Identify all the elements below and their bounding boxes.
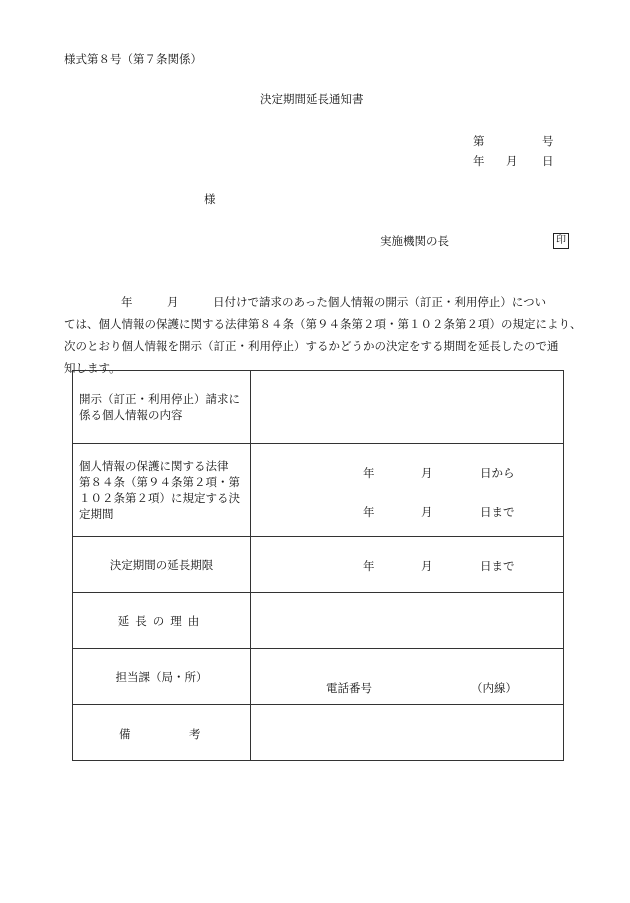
remarks-label — [73, 705, 251, 761]
table-row — [73, 593, 564, 649]
form-number: 様式第８号（第７条関係） — [64, 52, 202, 66]
from-month: 月 — [421, 466, 433, 480]
label-line: 開示（訂正・利用停止）請求に — [79, 392, 240, 406]
from-year: 年 — [363, 466, 375, 480]
document-title: 決定期間延長通知書 — [260, 92, 364, 106]
notice-body — [64, 291, 582, 379]
content-value-cell — [251, 371, 564, 444]
body-line-1: 年 月 日付けで請求のあった個人情報の開示（訂正・利用停止）につい — [121, 295, 547, 309]
label-line: 定期間 — [79, 507, 114, 521]
extension-label: （内線） — [471, 681, 517, 695]
label-line: １０２条第２項）に規定する決 — [79, 491, 240, 505]
extension-deadline-label: 決定期間の延長期限 — [73, 537, 251, 593]
from-day: 日から — [480, 466, 515, 480]
number-prefix: 第 — [473, 134, 485, 148]
date-day-label: 日 — [542, 154, 554, 168]
department-label: 担当課（局・所） — [73, 649, 251, 705]
issuer-label: 実施機関の長 — [380, 234, 449, 248]
body-line-2: ては、個人情報の保護に関する法律第８４条（第９４条第２項・第１０２条第２項）の規定により、 — [64, 317, 582, 331]
reason-label: 延長の理由 — [73, 593, 251, 649]
until-year: 年 — [363, 505, 375, 519]
label-line: 第８４条（第９４条第２項・第 — [79, 475, 240, 489]
decision-period-label — [73, 444, 251, 537]
date-month-label: 月 — [506, 154, 518, 168]
deadline-month: 月 — [421, 559, 433, 573]
deadline-day: 日まで — [480, 559, 515, 573]
addressee-suffix: 様 — [204, 192, 216, 206]
content-label — [73, 371, 251, 444]
seal-mark: 印 — [553, 233, 569, 249]
table-row — [73, 537, 564, 593]
until-month: 月 — [421, 505, 433, 519]
table-row — [73, 705, 564, 761]
remarks-value-cell — [251, 705, 564, 761]
decision-period-value — [251, 444, 564, 537]
extension-deadline-value — [251, 537, 564, 593]
until-day: 日まで — [480, 505, 515, 519]
remarks-label-a: 備 — [119, 727, 131, 741]
body-line-4: 知します。 — [64, 361, 121, 375]
notice-table — [72, 370, 564, 761]
phone-label: 電話番号 — [326, 681, 372, 695]
reason-value-cell — [251, 593, 564, 649]
table-row — [73, 371, 564, 444]
table-row — [73, 649, 564, 705]
remarks-label-b: 考 — [189, 727, 201, 741]
date-year-label: 年 — [473, 154, 485, 168]
label-line: 個人情報の保護に関する法律 — [79, 459, 229, 473]
number-suffix: 号 — [542, 134, 554, 148]
department-value — [251, 649, 564, 705]
table-row — [73, 444, 564, 537]
body-line-3: 次のとおり個人情報を開示（訂正・利用停止）するかどうかの決定をする期間を延長したので通 — [64, 339, 559, 353]
deadline-year: 年 — [363, 559, 375, 573]
label-line: 係る個人情報の内容 — [79, 408, 183, 422]
